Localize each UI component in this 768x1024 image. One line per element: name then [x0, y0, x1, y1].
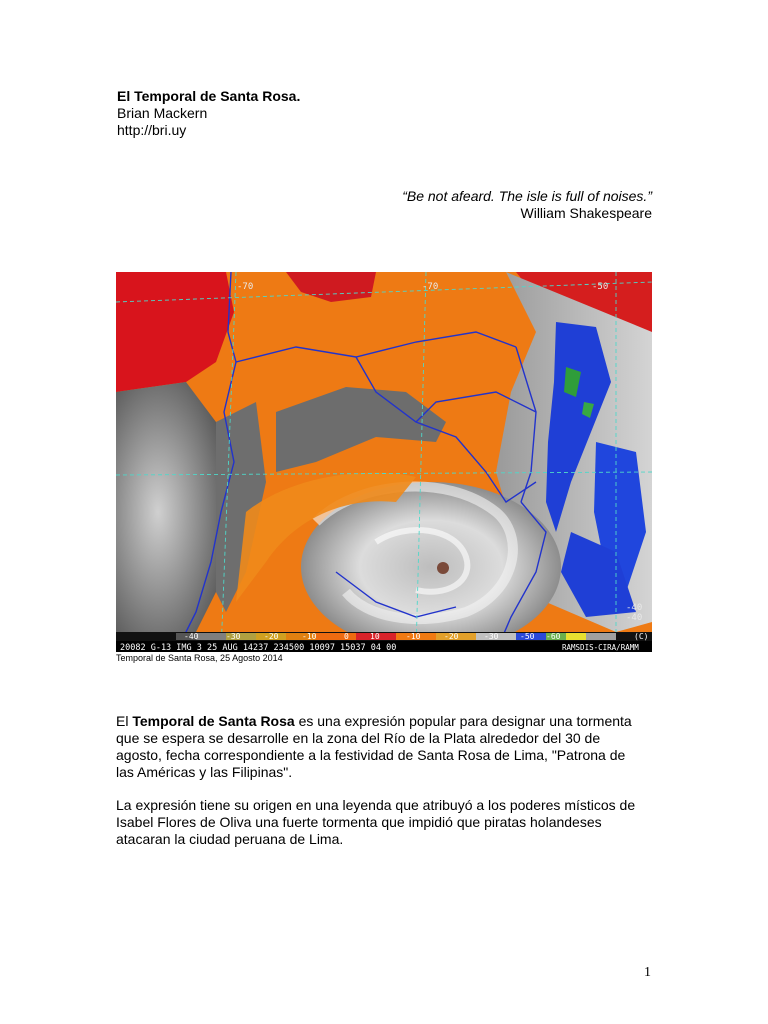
satellite-image-svg [116, 272, 652, 652]
scale-label-1: -40 [184, 632, 199, 641]
paragraph-1-bold-term: Temporal de Santa Rosa [132, 713, 295, 729]
scale-label-3: -20 [264, 632, 279, 641]
page-number: 1 [644, 965, 651, 980]
satellite-image [116, 272, 652, 652]
document-title: El Temporal de Santa Rosa. [117, 88, 301, 104]
image-credit: RAMSDIS-CIRA/RAMM [562, 643, 639, 652]
paragraph-2: La expresión tiene su origen en una leyenda que atribuyó a los poderes místicos de Isabel Flores de Oliva una fuerte tormenta que impidió que piratas holandeses atacaran la ciudad peruana de Lima. [116, 797, 636, 847]
scale-label-4: -10 [302, 632, 317, 641]
scale-label-9: -30 [484, 632, 499, 641]
overlay-label-1: -70 [237, 282, 254, 292]
epigraph [402, 188, 652, 222]
author-url[interactable]: http://bri.uy [117, 122, 187, 138]
scale-label-2: -30 [226, 632, 241, 641]
paragraph-1-rest: es una expresión popular para designar una tormenta que se espera se desarrolle en la zona del Río de la Plata alrededor del 30 de agosto, fecha correspondiente a la festividad de Santa Rosa de Lima, "Patrona de las Américas y las Filipinas". [116, 713, 632, 780]
document-header [117, 88, 300, 139]
figure-caption: Temporal de Santa Rosa, 25 Agosto 2014 [116, 653, 283, 663]
scale-label-5: 0 [344, 632, 349, 641]
scale-label-7: -10 [406, 632, 421, 641]
author-name: Brian Mackern [117, 105, 208, 121]
overlay-label-4: -40 [626, 603, 643, 613]
scale-label-12: (C) [634, 632, 649, 641]
scale-label-6: 10 [370, 632, 380, 641]
epigraph-attribution: William Shakespeare [520, 205, 652, 221]
scale-label-8: -20 [444, 632, 459, 641]
paragraph-1 [116, 713, 636, 781]
overlay-label-3: -50 [592, 282, 609, 292]
overlay-label-2: -70 [422, 282, 439, 292]
paragraph-1-start: El [116, 713, 133, 729]
overlay-label-5: -40 [626, 613, 643, 623]
scale-label-11: -60 [546, 632, 561, 641]
image-info-line: 20082 G-13 IMG 3 25 AUG 14237 234500 10097 15037 04 00 [120, 643, 397, 652]
scale-label-10: -50 [520, 632, 535, 641]
epigraph-quote: “Be not afeard. The isle is full of noises.” [402, 188, 652, 204]
